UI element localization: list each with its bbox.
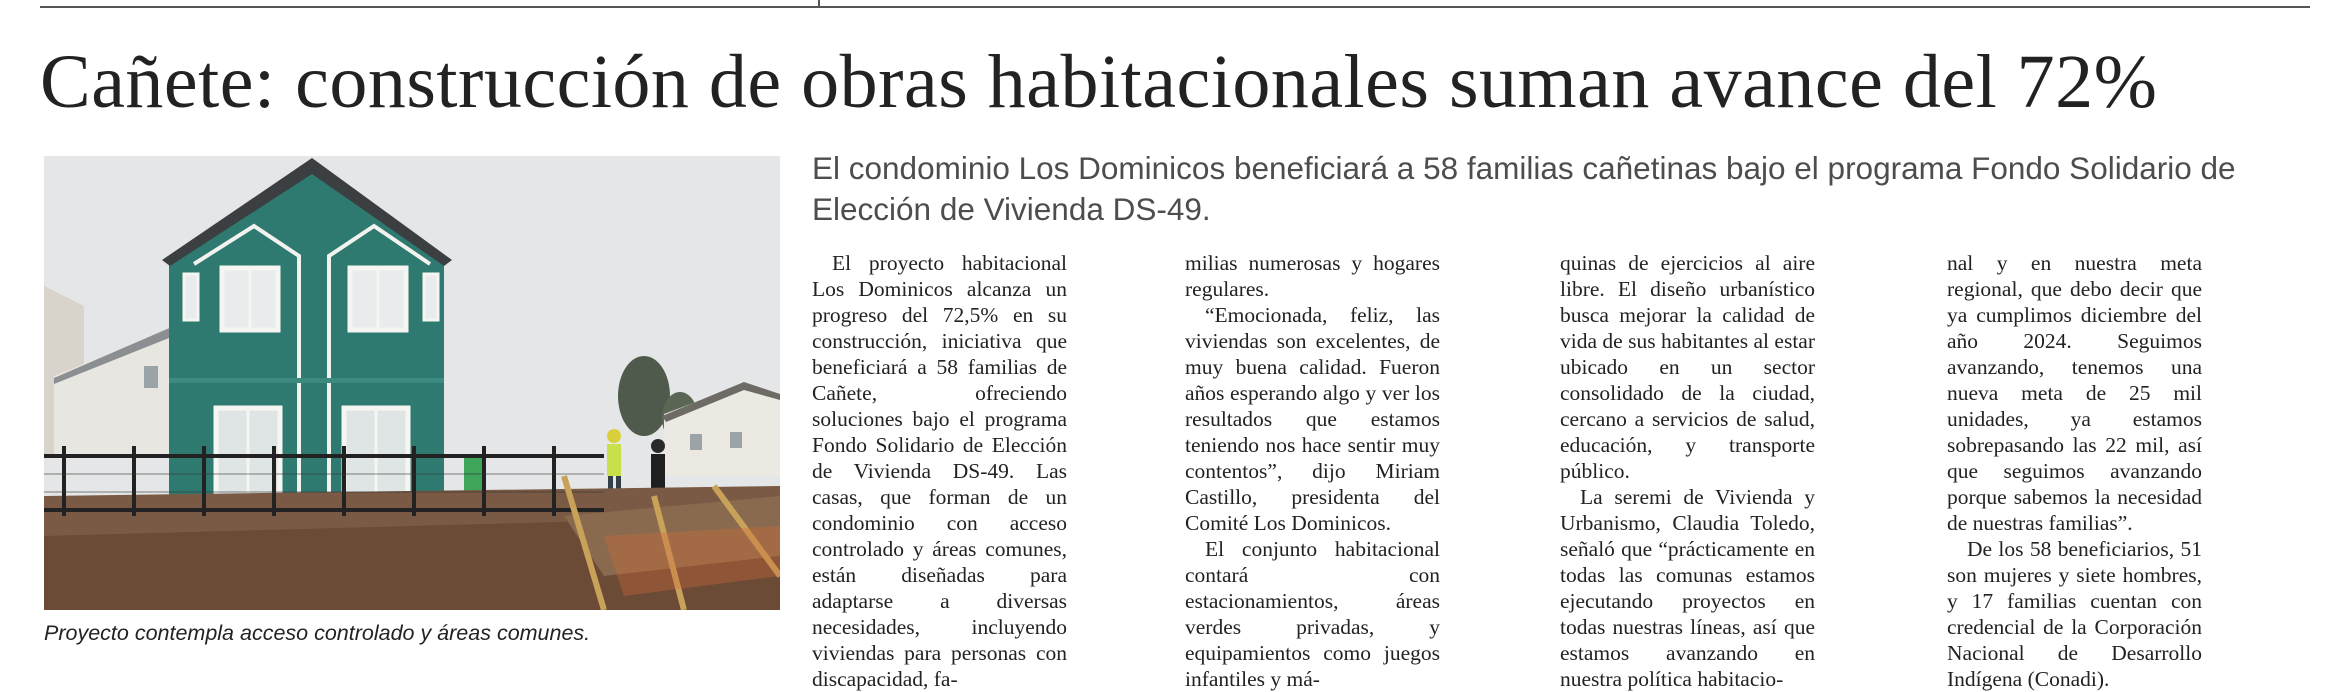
paragraph: La seremi de Vivienda y Urbanismo, Claudia Toledo, señaló que “prácticamente en todas las comunas estamos ejecutando proyectos en todas nuestras líneas, así que estamos avanzando en nuestra política habitacio-: [1560, 485, 1815, 691]
text-column-2: [1185, 250, 1440, 691]
paragraph: milias numerosas y hogares regulares.: [1185, 251, 1440, 301]
text-column-4: [1947, 250, 2202, 691]
text-column-3: [1560, 250, 1815, 691]
paragraph: El proyecto habitacional Los Dominicos alcanza un progreso del 72,5% en su construcción, iniciativa que beneficiará a 58 familias de Cañete, ofreciendo soluciones bajo el programa Fondo Solidario de Elección de Vivienda DS-49. Las casas, que forman de un condominio con acceso controlado y áreas comunes, están diseñadas para adaptarse a diversas necesidades, incluyendo viviendas para personas con discapacidad, fa-: [812, 251, 1067, 691]
house-photo: [44, 156, 780, 610]
top-rule: [40, 6, 2310, 8]
paragraph: De los 58 beneficiarios, 51 son mujeres y siete hombres, y 17 familias cuentan con credencial de la Corporación Nacional de Desarrollo Indígena (Conadi).: [1947, 537, 2202, 691]
headline: Cañete: construcción de obras habitacionales suman avance del 72%: [40, 40, 2158, 124]
paragraph: nal y en nuestra meta regional, que debo decir que ya cumplimos diciembre del año 2024. Seguimos avanzando, tenemos una nueva meta de 25 mil unidades, ya estamos sobrepasando las 22 mil, así que seguimos avanzando porque sabemos la necesidad de nuestras familias”.: [1947, 251, 2202, 535]
photo-caption: Proyecto contempla acceso controlado y áreas comunes.: [44, 621, 591, 645]
top-rule-mark: [818, 0, 820, 8]
paragraph: quinas de ejercicios al aire libre. El diseño urbanístico busca mejorar la calidad de vida de sus habitantes al estar ubicado en un sector consolidado de la ciudad, cercano a servicios de salud, educación, y transporte público.: [1560, 251, 1815, 483]
paragraph: “Emocionada, feliz, las viviendas son excelentes, de muy buena calidad. Fueron años esperando algo y ver los resultados que estamos teniendo nos hace sentir muy contentos”, dijo Miriam Castillo, presidenta del Comité Los Dominicos.: [1185, 303, 1440, 535]
text-column-1: [812, 250, 1067, 691]
paragraph: El conjunto habitacional contará con estacionamientos, áreas verdes privadas, y equipamientos como juegos infantiles y má-: [1185, 537, 1440, 691]
subheadline: El condominio Los Dominicos beneficiará a 58 familias cañetinas bajo el programa Fondo Solidario de Elección de Vivienda DS-49.: [812, 150, 2236, 227]
article-photo: [44, 156, 780, 610]
